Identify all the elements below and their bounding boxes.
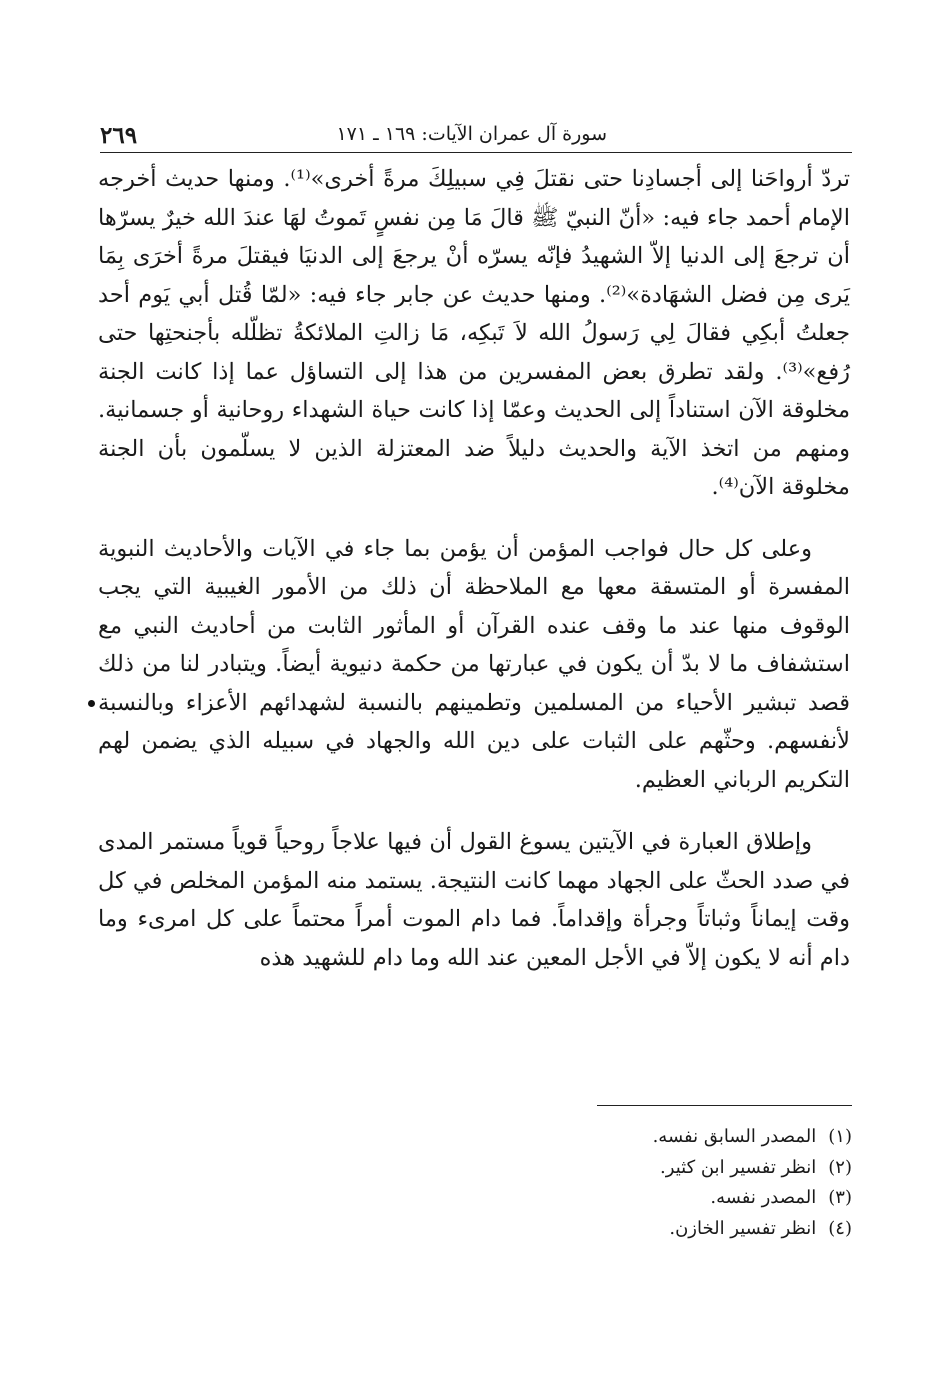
paragraph-1: تردّ أرواحَنا إلى أجسادِنا حتى نقتلَ فِي سبيلِكَ مرةً أخرى»⁽¹⁾. ومنها حديث أخرجه الإمام أحمد جاء فيه: «أنّ النبيّ ﷺ قالَ مَا مِن نفسٍ تَموتُ لهَا عندَ الله خيرٌ يسرّها أن ترجعَ إلى الدنيا إلاّ الشهيدُ فإنّه يسرّه أنْ يرجعَ إلى الدنيَا فيقتلَ مرةً أخرَى بِمَا يَرى مِن فضل الشهَادة»⁽²⁾. ومنها حديث عن جابر جاء فيه: «لمّا قُتل أبي يَوم أحد جعلتُ أبكِي فقالَ لِي رَسولُ الله لاَ تَبكِه، مَا زالتِ الملائكةُ تظلّله بأجنحتِها حتى رُفع»⁽³⁾. ولقد تطرق بعض المفسرين من هذا إلى التساؤل عما إذا كانت الجنة مخلوقة الآن استناداً إلى الحديث وعمّا إذا كانت حياة الشهداء روحانية أو جسمانية. ومنهم من اتخذ الآية والحديث دليلاً ضد المعتزلة الذين لا يسلّمون بأن الجنة مخلوقة الآن⁽⁴⁾. [98,166,850,500]
page-number: ٢٦٩ [100,122,138,149]
footnote-number: (٢) [828,1156,852,1178]
footnote-item [352,1153,852,1184]
footnote-text: المصدر السابق نفسه. [652,1126,817,1147]
footnote-text: انظر تفسير الخازن. [669,1217,817,1239]
footnote-item [352,1214,852,1245]
footnote-divider [597,1105,852,1106]
footnotes-list [352,1122,852,1244]
footnote-number: (٤) [828,1217,852,1239]
margin-dot-mark [88,700,95,707]
main-text [98,160,850,977]
footnote-item [352,1122,852,1153]
footnote-number: (١) [828,1126,852,1147]
footnote-item [352,1183,852,1214]
footnote-text: انظر تفسير ابن كثير. [660,1156,817,1178]
footnote-text: المصدر نفسه. [710,1187,817,1208]
footnote-number: (٣) [828,1187,852,1208]
page-header [100,118,852,153]
running-title: سورة آل عمران الآيات: ١٦٩ ـ ١٧١ [336,123,607,145]
paragraph-3: وإطلاق العبارة في الآيتين يسوغ القول أن فيها علاجاً روحياً قوياً مستمر المدى في صدد الحثّ على الجهاد مهما كانت النتيجة. يستمد منه المؤمن المخلص في كل وقت إيماناً وثباتاً وجرأة وإقداماً. فما دام الموت أمراً محتماً على كل امرىء وما دام أنه لا يكون إلاّ في الأجل المعين عند الله وما دام للشهيد هذه [98,829,850,971]
paragraph-2: وعلى كل حال فواجب المؤمن أن يؤمن بما جاء في الآيات والأحاديث النبوية المفسرة أو المتسقة معها مع الملاحظة أن ذلك من الأمور الغيبية التي يجب الوقوف منها عند ما وقف عنده القرآن أو المأثور الثابت من أحاديث النبي مع استشفاف ما لا بدّ أن يكون في عبارتها من حكمة دنيوية أيضاً. ويتبادر لنا من ذلك قصد تبشير الأحياء من المسلمين وتطمينهم بالنسبة لشهدائهم الأعزاء وبالنسبة لأنفسهم. وحثّهم على الثبات على دين الله والجهاد في سبيله الذي يضمن لهم التكريم الرباني العظيم. [98,535,851,793]
